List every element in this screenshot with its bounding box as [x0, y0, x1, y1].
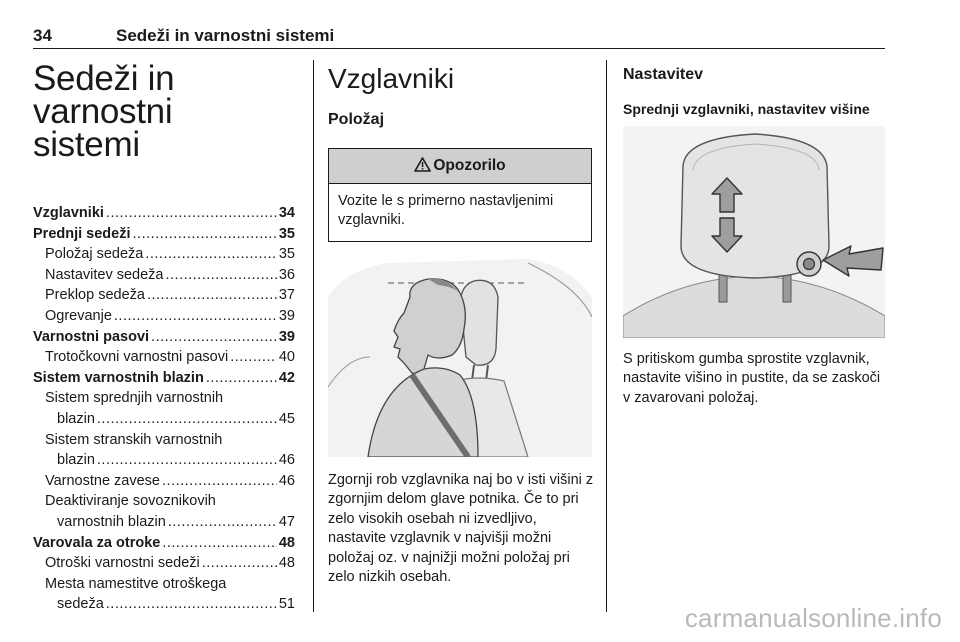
toc-dot-leader [97, 409, 277, 430]
toc-dot-leader [106, 594, 277, 615]
toc-entry[interactable] [33, 512, 295, 533]
adjustment-heading: Nastavitev [623, 66, 704, 83]
headrest-position-column [328, 62, 594, 586]
toc-dot-leader [230, 347, 277, 368]
toc-dot-leader [133, 224, 277, 245]
toc-entry-title: blazin [57, 410, 95, 427]
toc-entry[interactable] [33, 203, 295, 224]
toc-dot-leader [162, 533, 277, 554]
toc-entry-page: 39 [278, 307, 295, 324]
warning-text: Vozite le s primerno nastavljenimi vzglavniki. [338, 193, 554, 228]
toc-entry[interactable] [33, 430, 295, 451]
section-heading: Vzglavniki [328, 63, 455, 94]
toc-entry-page: 36 [278, 266, 295, 283]
toc-entry-title: varnostnih blazin [57, 513, 166, 530]
toc-entry-page: 40 [278, 349, 295, 366]
toc-entry[interactable] [33, 244, 295, 265]
toc-entry[interactable] [33, 471, 295, 492]
table-of-contents [33, 203, 295, 615]
toc-entry-title: sedeža [57, 596, 104, 613]
toc-entry-page: 46 [278, 472, 295, 489]
toc-dot-leader [202, 553, 277, 574]
toc-entry-page: 39 [278, 328, 295, 345]
toc-entry[interactable] [33, 594, 295, 615]
subsection-heading: Položaj [328, 111, 385, 128]
toc-entry-title: Sistem sprednjih varnostnih [45, 390, 224, 407]
headrest-position-illustration [328, 257, 592, 457]
toc-entry[interactable] [33, 347, 295, 368]
toc-entry[interactable] [33, 285, 295, 306]
headrest-adjustment-paragraph: S pritiskom gumba sprostite vzglavnik, nastavite višino in pustite, da se zaskoči v zavarovani položaj. [623, 351, 881, 406]
toc-entry-page: 45 [278, 410, 295, 427]
toc-entry[interactable] [33, 368, 295, 389]
toc-entry-title: Sistem varnostnih blazin [33, 369, 204, 386]
toc-entry-title: Varovala za otroke [33, 534, 161, 551]
page-header [33, 22, 885, 49]
toc-entry-title: Nastavitev sedeža [45, 266, 164, 283]
warning-box [328, 148, 592, 242]
toc-entry[interactable] [33, 450, 295, 471]
toc-entry[interactable] [33, 409, 295, 430]
chapter-title [33, 59, 295, 164]
toc-entry-title: Otroški varnostni sedeži [45, 555, 200, 572]
column-divider-left [313, 60, 314, 612]
toc-dot-leader [168, 512, 277, 533]
toc-dot-leader [145, 244, 277, 265]
toc-entry-title: Varnostne zavese [45, 472, 160, 489]
toc-entry-page: 35 [278, 246, 295, 263]
watermark: carmanualsonline.info [684, 603, 942, 633]
toc-entry-title: Ogrevanje [45, 307, 112, 324]
headrest-position-paragraph: Zgornji rob vzglavnika naj bo v isti višini z zgornjim delom glave potnika. Če to pri zelo visokih osebah ni izvedljivo, nastavite vzglavnik v najvišji možni položaj oz. v najnižji možni položaj pri zelo nizkih osebah. [328, 472, 594, 586]
column-divider-right [606, 60, 607, 612]
toc-dot-leader [106, 203, 277, 224]
toc-column [33, 59, 295, 615]
toc-entry-title: blazin [57, 452, 95, 469]
toc-dot-leader [114, 306, 277, 327]
toc-dot-leader [165, 265, 276, 286]
toc-entry-title: Sistem stranskih varnostnih [45, 431, 223, 448]
toc-entry-page: 48 [278, 534, 295, 551]
toc-entry-title: Prednji sedeži [33, 225, 131, 242]
toc-entry-page: 47 [278, 513, 295, 530]
toc-entry-title: Varnostni pasovi [33, 328, 150, 345]
toc-dot-leader [147, 285, 277, 306]
toc-entry-title: Mesta namestitve otroškega [45, 575, 227, 592]
toc-entry[interactable] [33, 327, 295, 348]
chapter-title-line1: Sedeži in varnostni [33, 59, 175, 131]
adjustment-subheading: Sprednji vzglavniki, nastavitev višine [623, 101, 870, 117]
toc-dot-leader [97, 450, 277, 471]
toc-entry-title: Položaj sedeža [45, 246, 144, 263]
toc-entry[interactable] [33, 265, 295, 286]
toc-entry-page: 42 [278, 369, 295, 386]
toc-entry-page: 34 [278, 205, 295, 221]
toc-entry[interactable] [33, 574, 295, 595]
running-title: Sedeži in varnostni sistemi [116, 26, 335, 45]
toc-entry-title: Vzglavniki [33, 205, 104, 221]
warning-triangle-icon [414, 157, 431, 172]
toc-entry[interactable] [33, 491, 295, 512]
toc-entry-page: 48 [278, 555, 295, 572]
toc-dot-leader [151, 327, 277, 348]
toc-entry-page: 37 [278, 287, 295, 304]
toc-dot-leader [162, 471, 277, 492]
headrest-adjustment-column [623, 62, 885, 406]
toc-entry-title: Preklop sedeža [45, 287, 145, 304]
toc-entry-page: 35 [278, 225, 295, 242]
chapter-title-line2: sistemi [33, 125, 140, 164]
warning-title: Opozorilo [433, 157, 506, 174]
page-number: 34 [33, 26, 52, 45]
headrest-height-adjustment-illustration [623, 126, 885, 338]
warning-header [329, 149, 591, 184]
toc-entry-title: Deaktiviranje sovoznikovih [45, 493, 216, 510]
toc-entry-title: Trotočkovni varnostni pasovi [45, 349, 229, 366]
toc-entry[interactable] [33, 553, 295, 574]
toc-entry[interactable] [33, 388, 295, 409]
toc-entry-page: 51 [278, 596, 295, 613]
toc-entry[interactable] [33, 224, 295, 245]
toc-entry[interactable] [33, 306, 295, 327]
toc-entry[interactable] [33, 533, 295, 554]
toc-entry-page: 46 [278, 452, 295, 469]
toc-dot-leader [206, 368, 277, 389]
